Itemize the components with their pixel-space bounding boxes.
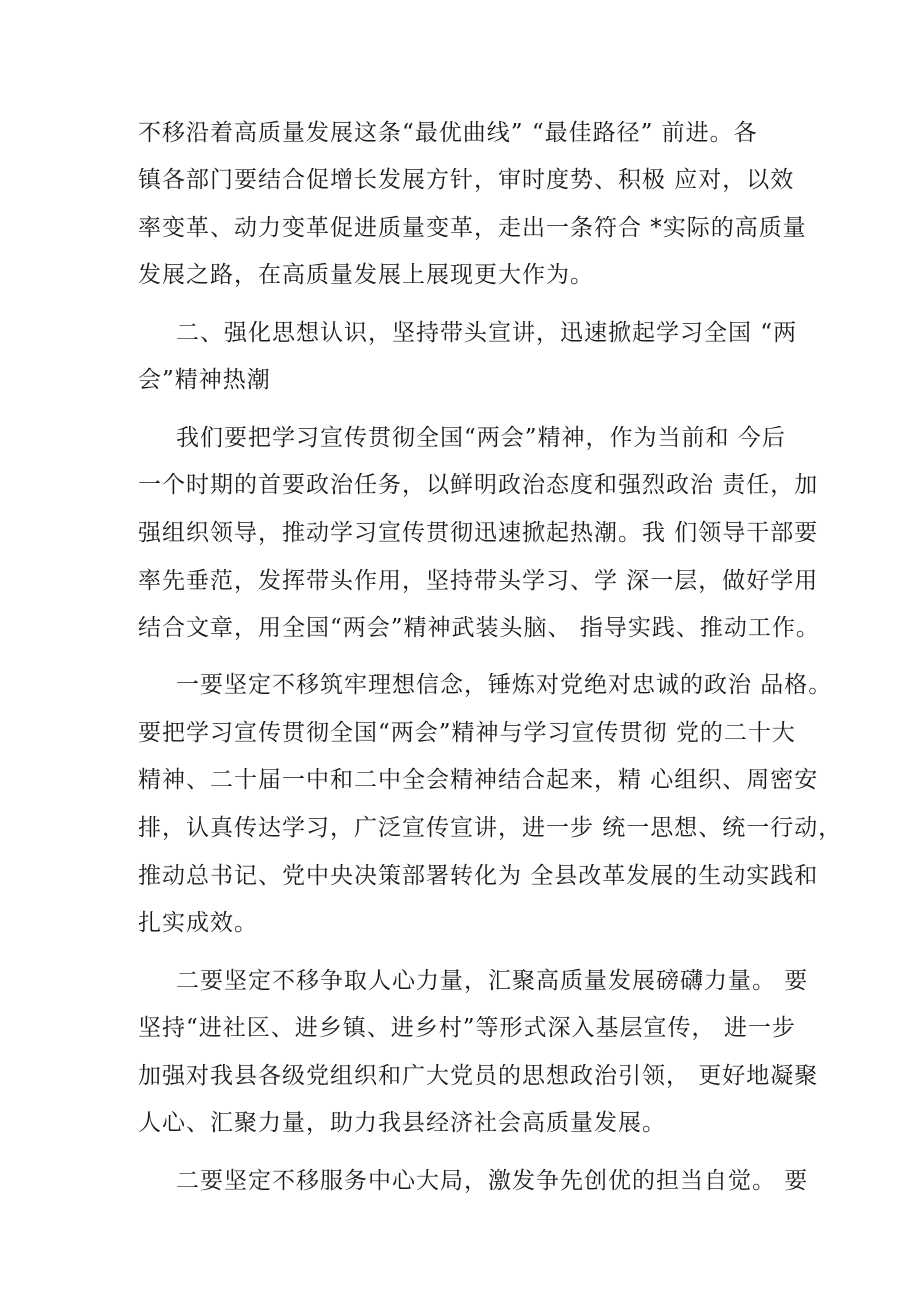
- text-line: 强组织领导，推动学习宣传贯彻迅速掀起热潮。我 们领导干部要: [138, 520, 819, 546]
- section-heading: 会”精神热潮: [138, 367, 271, 393]
- text-line: 扎实成效。: [138, 910, 258, 936]
- text-line: 二要坚定不移服务中心大局，激发争先创优的担当自觉。 要: [176, 1168, 809, 1194]
- text-line: 率变革、动力变革促进质量变革，走出一条符合 *实际的高质量: [138, 215, 807, 241]
- section-heading: 二、强化思想认识，坚持带头宣讲，迅速掀起学习全国 “两: [176, 320, 798, 346]
- text-line: 一个时期的首要政治任务，以鲜明政治态度和强烈政治 责任，加: [138, 472, 819, 498]
- text-line: 坚持“进社区、进乡镇、进乡村”等形式深入基层宣传， 进一步: [138, 1015, 796, 1041]
- text-line: 精神、二十届一中和二中全会精神结合起来，精 心组织、周密安: [138, 767, 819, 793]
- text-line: 加强对我县各级党组织和广大党员的思想政治引领， 更好地凝聚: [138, 1063, 819, 1089]
- text-line: 排，认真传达学习，广泛宣传宣讲，进一步 统一思想、统一行动，: [138, 815, 843, 841]
- text-line: 我们要把学习宣传贯彻全国“两会”精神，作为当前和 今后: [176, 425, 786, 451]
- text-line: 要把学习宣传贯彻全国“两会”精神与学习宣传贯彻 党的二十大: [138, 720, 796, 746]
- text-line: 一要坚定不移筑牢理想信念，锤炼对党绝对忠诚的政治 品格。: [176, 672, 833, 698]
- text-line: 发展之路，在高质量发展上展现更大作为。: [138, 262, 594, 288]
- text-line: 不移沿着高质量发展这条“最优曲线” “最佳路径” 前进。各: [138, 120, 758, 146]
- text-line: 结合文章，用全国“两会”精神武装头脑、 指导实践、推动工作。: [138, 615, 820, 641]
- text-line: 镇各部门要结合促增长发展方针，审时度势、积极 应对，以效: [138, 167, 795, 193]
- text-line: 人心、汇聚力量，助力我县经济社会高质量发展。: [138, 1110, 666, 1136]
- text-line: 推动总书记、党中央决策部署转化为 全县改革发展的生动实践和: [138, 863, 819, 889]
- text-line: 率先垂范，发挥带头作用，坚持带头学习、学 深一层，做好学用: [138, 568, 819, 594]
- text-line: 二要坚定不移争取人心力量，汇聚高质量发展磅礴力量。 要: [176, 968, 809, 994]
